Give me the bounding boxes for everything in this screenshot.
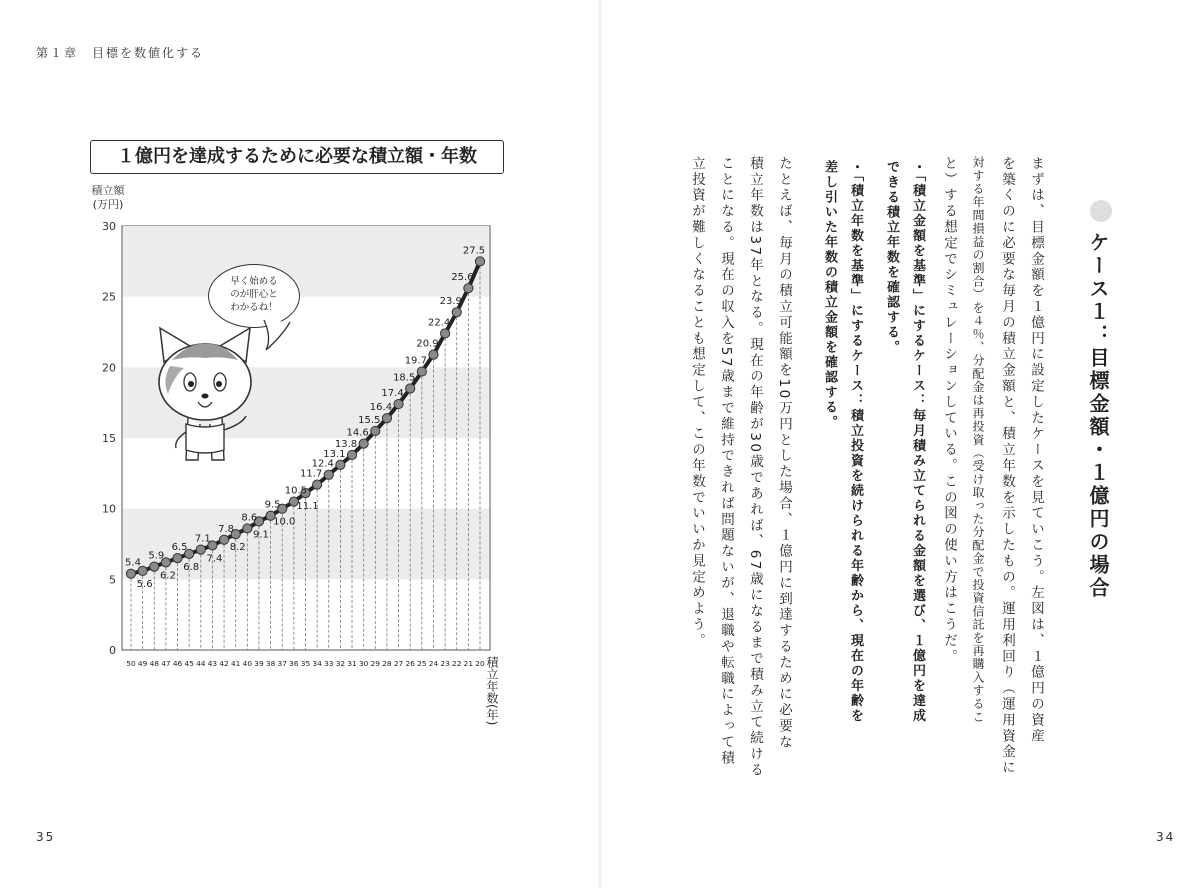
data-label: 22.4 (427, 317, 451, 329)
x-tick-label: 31 (347, 659, 357, 668)
running-head: 第１章 目標を数値化する (36, 46, 205, 60)
data-point (347, 450, 356, 459)
data-label: 13.8 (334, 438, 358, 450)
x-tick-label: 27 (393, 659, 404, 668)
paragraph-line: と）する想定でシミュレーションしている。この図の使い方はこうだ。 (941, 156, 957, 665)
data-point (475, 257, 484, 266)
y-tick-label: 15 (102, 432, 116, 445)
paragraph-2 (682, 156, 798, 778)
y-axis-title (92, 183, 126, 211)
x-tick-label: 35 (300, 659, 311, 668)
bullet-1 (878, 160, 930, 724)
x-tick-label: 36 (289, 659, 299, 668)
page-number-left: 35 (36, 830, 56, 844)
data-point (219, 535, 228, 544)
data-label: 5.6 (136, 578, 153, 590)
y-tick-label: 10 (102, 502, 116, 516)
chart-title: １億円を達成するために必要な積立額・年数 (90, 140, 504, 174)
right-page (600, 0, 1200, 888)
data-label: 16.4 (369, 402, 393, 414)
data-label: 15.5 (358, 414, 381, 426)
data-point (196, 545, 205, 554)
data-label: 9.1 (253, 529, 269, 541)
data-label: 6.8 (183, 561, 200, 573)
x-axis (126, 659, 485, 668)
x-tick-label: 49 (137, 659, 148, 668)
x-tick-label: 33 (324, 659, 334, 668)
data-point (452, 308, 461, 317)
bullet-line: 差し引いた年数の積立金額を確認する。 (822, 160, 837, 430)
data-point (371, 426, 380, 435)
x-tick-label: 30 (358, 659, 369, 668)
x-tick-label: 40 (242, 659, 253, 668)
data-label: 18.5 (393, 372, 416, 384)
data-point (324, 470, 333, 479)
data-label: 6.2 (159, 570, 176, 582)
paragraph-line: 積立年数は37年となる。現在の年齢が30歳であれば、67歳になるまで積み立て続ける (747, 156, 763, 779)
data-label: 10.0 (273, 516, 296, 528)
chart (0, 178, 600, 688)
grid-band (123, 226, 489, 297)
data-label: 7.8 (218, 523, 235, 535)
y-tick-label: 30 (102, 220, 116, 233)
data-label: 8.2 (229, 542, 246, 554)
section-heading: ケース１：目標金額・１億円の場合 (1086, 232, 1110, 600)
data-label: 12.4 (311, 458, 334, 470)
x-tick-label: 47 (161, 659, 171, 668)
data-label: 20.9 (416, 338, 439, 350)
paragraph-line: ことになる。現在の収入を57歳まで維持できれば問題ないが、退職や転職によって積 (718, 156, 734, 767)
cat-mascot (150, 320, 260, 470)
speech-line: 早く始める (230, 276, 278, 287)
data-label: 17.4 (381, 388, 404, 400)
x-tick-label: 43 (207, 659, 218, 668)
paragraph-line: 立投資が難しくなることも想定して、この年数でいいか見定めよう。 (689, 156, 705, 649)
bullet-2 (816, 160, 868, 724)
data-point (359, 439, 368, 448)
speech-line: わかるね！ (230, 302, 278, 313)
data-label: 13.1 (323, 448, 346, 460)
bullet-line: ・「積立金額を基準」にするケース：毎月積み立てられる金額を選び、１億円を達成 (910, 160, 925, 724)
paragraph-line: たとえば、毎月の積立可能額を10万円とした場合、１億円に到達するために必要な (776, 156, 792, 751)
x-tick-label: 46 (172, 659, 183, 668)
x-tick-label: 25 (417, 659, 427, 668)
x-tick-label: 32 (335, 659, 346, 668)
x-tick-label: 45 (184, 659, 194, 668)
data-label: 27.5 (462, 245, 486, 257)
data-label: 10.5 (284, 485, 307, 497)
x-axis-title: 積立年数(年) (485, 656, 499, 726)
x-tick-label: 26 (405, 659, 415, 668)
data-point (382, 414, 391, 423)
data-label: 8.6 (241, 512, 258, 524)
x-tick-label: 44 (196, 659, 206, 668)
y-tick-label: 20 (102, 361, 116, 375)
y-tick-label: 0 (109, 644, 116, 657)
data-label: 6.5 (171, 542, 188, 554)
x-tick-label: 29 (370, 659, 381, 668)
x-tick-label: 41 (230, 659, 241, 668)
speech-line: のが肝心と (230, 289, 278, 300)
data-label: 7.1 (194, 533, 211, 545)
x-tick-label: 21 (463, 659, 474, 668)
speech-tail (262, 318, 302, 354)
data-point (441, 329, 450, 338)
paragraph-1 (934, 156, 1050, 777)
data-point (406, 384, 415, 393)
data-point (150, 562, 159, 571)
paragraph-line: 対する年間損益の割合）を４％、分配金は再投資（受け取った分配金で投資信託を再購入するこ (971, 156, 985, 724)
bullet-line: できる積立年数を確認する。 (884, 160, 899, 355)
x-tick-label: 24 (428, 659, 439, 668)
x-tick-label: 20 (475, 659, 485, 668)
x-tick-label: 39 (254, 659, 264, 668)
data-point (243, 524, 252, 533)
x-tick-label: 48 (149, 659, 159, 668)
x-tick-label: 38 (265, 659, 276, 668)
data-point (126, 569, 135, 578)
y-tick-label: 25 (102, 290, 116, 304)
data-point (417, 367, 426, 376)
x-tick-label: 23 (440, 659, 450, 668)
x-tick-label: 22 (452, 659, 462, 668)
page-number-right: 34 (1156, 830, 1176, 844)
paragraph-line: まずは、目標金額を１億円に設定したケースを見ていこう。左図は、１億円の資産 (1028, 156, 1044, 745)
data-label: 11.1 (296, 501, 319, 513)
x-tick-label: 37 (277, 659, 287, 668)
data-label: 14.6 (346, 427, 369, 439)
data-label: 5.9 (148, 550, 165, 562)
data-point (394, 399, 403, 408)
data-point (313, 480, 322, 489)
data-label: 9.5 (264, 499, 281, 511)
y-tick-label: 5 (109, 573, 116, 587)
x-tick-label: 28 (382, 659, 392, 668)
data-point (429, 350, 438, 359)
y-axis (102, 220, 116, 657)
data-label: 25.6 (451, 272, 474, 284)
data-point (336, 460, 345, 469)
data-point (173, 554, 182, 563)
paragraph-line: を築くのに必要な毎月の積立金額と、積立年数を示したもの。運用利回り（運用資金に (999, 156, 1015, 777)
data-label: 11.7 (300, 468, 323, 480)
data-label: 7.4 (206, 553, 223, 565)
x-tick-label: 50 (126, 659, 136, 668)
x-tick-label: 34 (312, 659, 322, 668)
data-label: 5.4 (125, 557, 141, 569)
heading-circle-icon (1090, 200, 1112, 222)
y-axis-title-line: 積立額 (91, 184, 125, 197)
data-point (464, 284, 473, 293)
bullet-line: ・「積立年数を基準」にするケース：積立投資を続けられる年齢から、現在の年齢を (848, 160, 863, 724)
data-label: 19.7 (404, 355, 427, 367)
x-tick-label: 42 (219, 659, 229, 668)
y-axis-title-line: (万円) (92, 198, 124, 211)
data-label: 23.9 (439, 296, 462, 308)
